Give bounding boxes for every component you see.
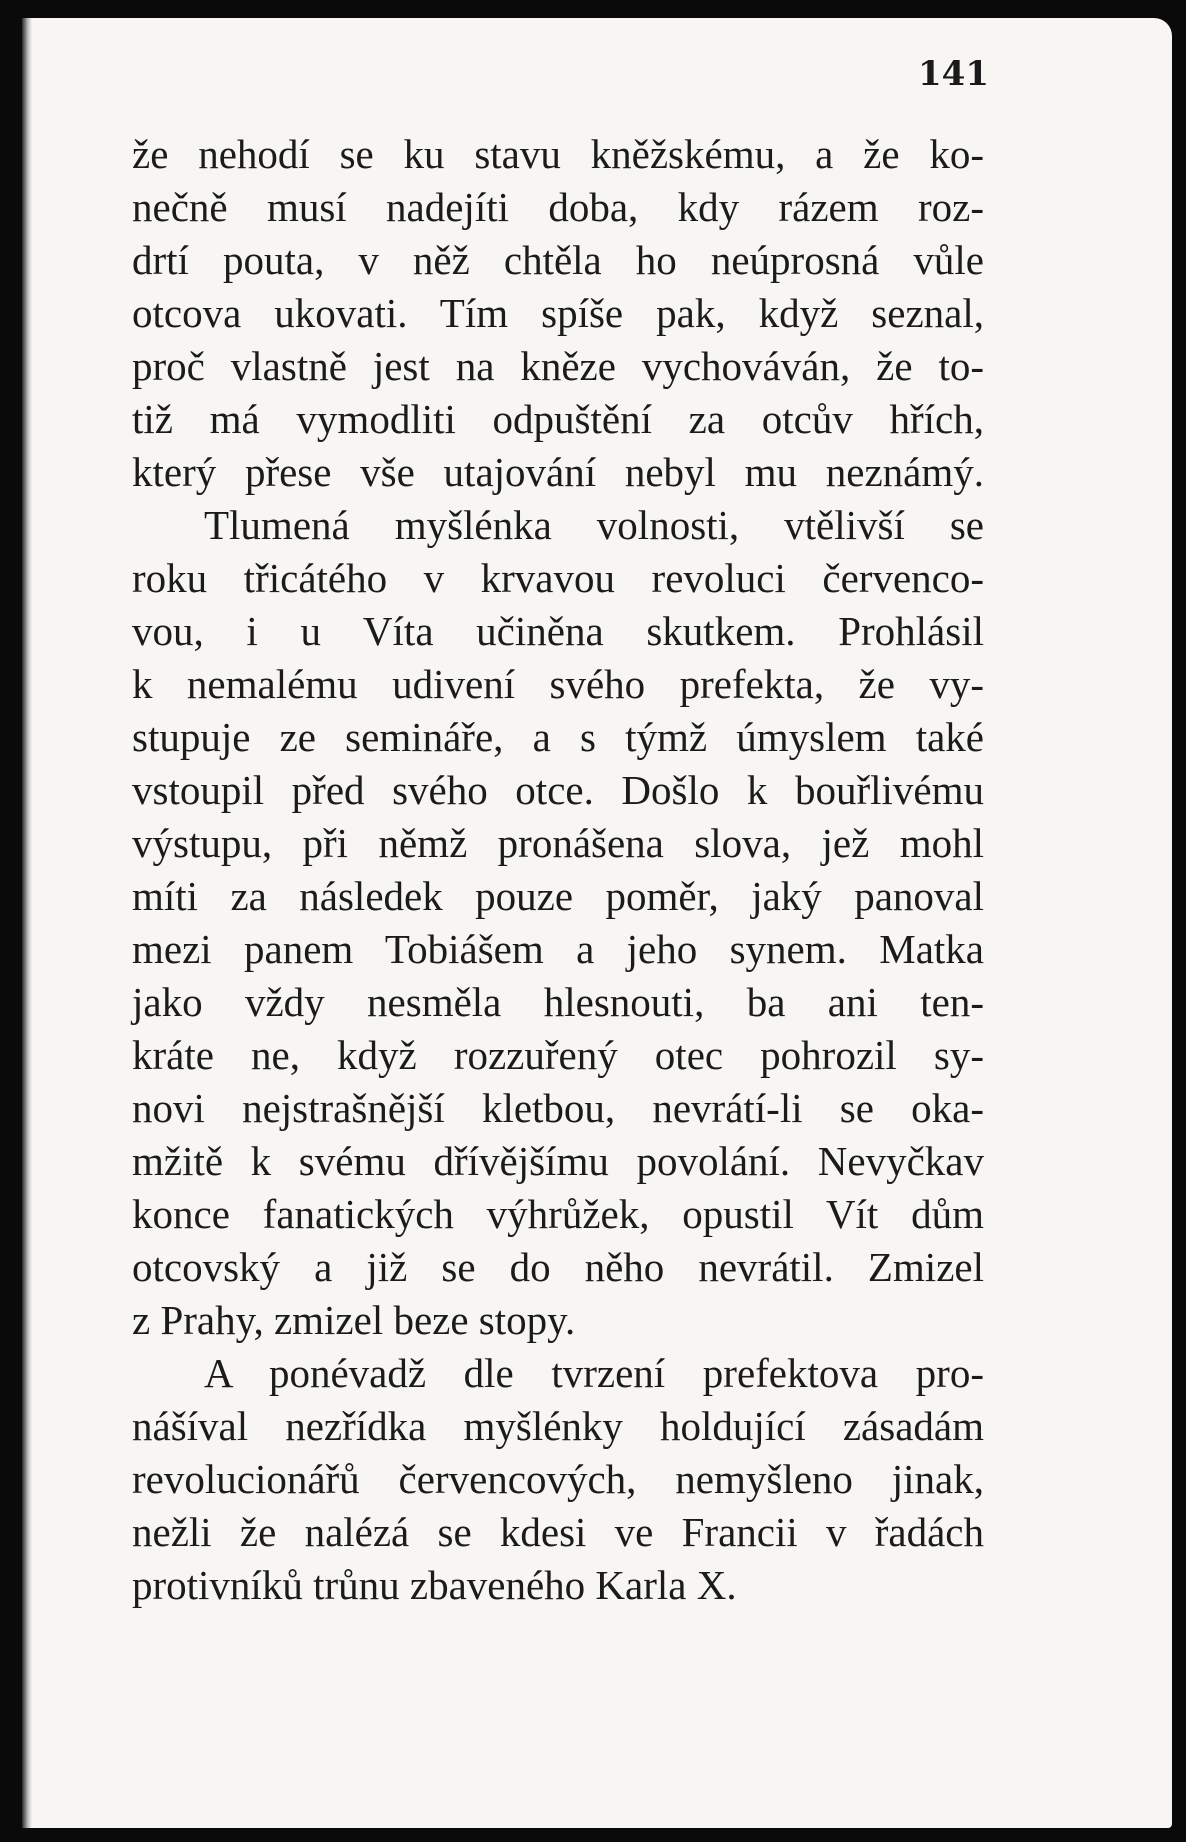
page-spine-edge bbox=[22, 18, 32, 1828]
text-line: protivníků trůnu zbaveného Karla X. bbox=[132, 1562, 737, 1608]
text-line: mžitě k svému dřívějšímu povolání. Nevyčkav bbox=[132, 1138, 984, 1184]
text-line: proč vlastně jest na kněze vychováván, že to- bbox=[132, 343, 984, 389]
text-line: míti za následek pouze poměr, jaký panoval bbox=[132, 873, 984, 919]
text-line: že nehodí se ku stavu kněžskému, a že ko- bbox=[132, 131, 984, 177]
text-line: k nemalému udivení svého prefekta, že vy- bbox=[132, 661, 984, 707]
text-line: novi nejstrašnější kletbou, nevrátí-li se oka- bbox=[132, 1085, 984, 1131]
page-number: 141 bbox=[918, 54, 989, 94]
text-line: mezi panem Tobiášem a jeho synem. Matka bbox=[132, 926, 984, 972]
text-line: jako vždy nesměla hlesnouti, ba ani ten- bbox=[132, 979, 984, 1025]
text-line: nežli že nalézá se kdesi ve Francii v řadách bbox=[132, 1509, 984, 1555]
text-line: A ponévadž dle tvrzení prefektova pro- bbox=[204, 1350, 984, 1396]
text-line: kráte ne, když rozzuřený otec pohrozil sy- bbox=[132, 1032, 984, 1078]
text-line: který přese vše utajování nebyl mu neznámý. bbox=[132, 449, 984, 495]
body-text bbox=[132, 128, 984, 1612]
text-line: otcova ukovati. Tím spíše pak, když seznal, bbox=[132, 290, 984, 336]
text-line: tiž má vymodliti odpuštění za otcův hřích, bbox=[132, 396, 984, 442]
text-line: konce fanatických výhrůžek, opustil Vít dům bbox=[132, 1191, 984, 1237]
text-line: vstoupil před svého otce. Došlo k bouřlivému bbox=[132, 767, 984, 813]
text-line: otcovský a již se do něho nevrátil. Zmizel bbox=[132, 1244, 984, 1290]
text-line: drtí pouta, v něž chtěla ho neúprosná vůle bbox=[132, 237, 984, 283]
text-line: roku třicátého v krvavou revoluci červenco- bbox=[132, 555, 984, 601]
text-line: nečně musí nadejíti doba, kdy rázem roz- bbox=[132, 184, 984, 230]
text-line: výstupu, při němž pronášena slova, jež mohl bbox=[132, 820, 984, 866]
text-line: vou, i u Víta učiněna skutkem. Prohlásil bbox=[132, 608, 984, 654]
text-line: stupuje ze semináře, a s týmž úmyslem také bbox=[132, 714, 984, 760]
text-line: z Prahy, zmizel beze stopy. bbox=[132, 1297, 576, 1343]
text-line: nášíval nezřídka myšlénky holdující zásadám bbox=[132, 1403, 984, 1449]
text-line: revolucionářů červencových, nemyšleno jinak, bbox=[132, 1456, 984, 1502]
text-line: Tlumená myšlénka volnosti, vtělivší se bbox=[204, 502, 984, 548]
